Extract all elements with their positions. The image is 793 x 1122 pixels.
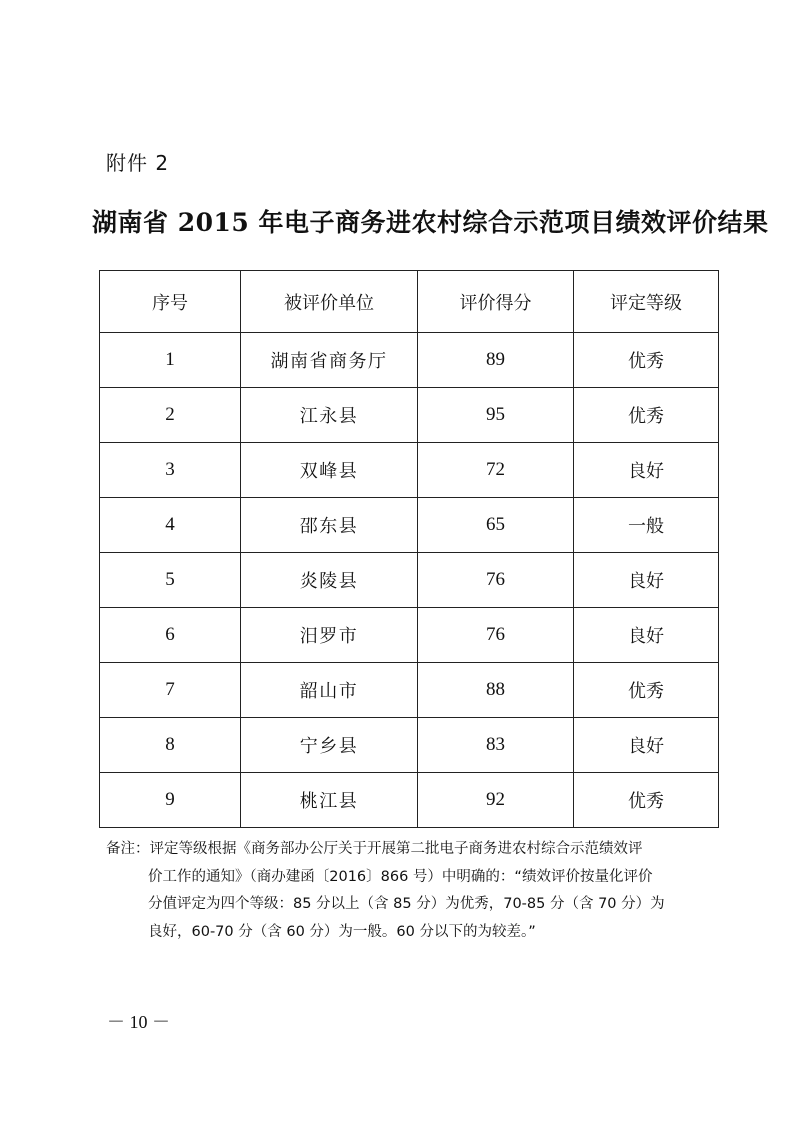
remarks-line: 备注：评定等级根据《商务部办公厅关于开展第二批电子商务进农村综合示范绩效评	[106, 841, 643, 857]
table-body	[100, 333, 719, 828]
cell-score: 65	[418, 498, 574, 553]
results-table	[99, 270, 719, 828]
cell-score: 83	[418, 718, 574, 773]
attachment-label: 附件 2	[106, 151, 170, 175]
cell-unit: 炎陵县	[241, 553, 418, 608]
cell-score: 95	[418, 388, 574, 443]
cell-unit: 汨罗市	[241, 608, 418, 663]
header-unit: 被评价单位	[241, 271, 418, 333]
cell-unit: 邵东县	[241, 498, 418, 553]
cell-unit: 韶山市	[241, 663, 418, 718]
cell-index: 7	[100, 663, 241, 718]
cell-score: 72	[418, 443, 574, 498]
table-row	[100, 443, 719, 498]
cell-grade: 一般	[574, 498, 719, 553]
cell-grade: 优秀	[574, 333, 719, 388]
cell-grade: 良好	[574, 553, 719, 608]
cell-unit: 湖南省商务厅	[241, 333, 418, 388]
cell-score: 89	[418, 333, 574, 388]
table-header	[100, 271, 719, 333]
cell-unit: 宁乡县	[241, 718, 418, 773]
cell-grade: 优秀	[574, 663, 719, 718]
cell-grade: 良好	[574, 608, 719, 663]
table-row	[100, 773, 719, 828]
cell-score: 88	[418, 663, 574, 718]
remarks-line: 良好，60-70 分（含 60 分）为一般。60 分以下的为较差。”	[148, 923, 536, 940]
remarks-line: 分值评定为四个等级：85 分以上（含 85 分）为优秀，70-85 分（含 70 分）为	[148, 896, 665, 912]
cell-index: 2	[100, 388, 241, 443]
cell-grade: 良好	[574, 443, 719, 498]
cell-index: 8	[100, 718, 241, 773]
cell-index: 6	[100, 608, 241, 663]
cell-index: 5	[100, 553, 241, 608]
table-row	[100, 333, 719, 388]
cell-grade: 优秀	[574, 388, 719, 443]
cell-index: 9	[100, 773, 241, 828]
cell-unit: 双峰县	[241, 443, 418, 498]
table-row	[100, 608, 719, 663]
cell-index: 4	[100, 498, 241, 553]
header-score: 评价得分	[418, 271, 574, 333]
header-index: 序号	[100, 271, 241, 333]
document-title: 湖南省 2015 年电子商务进农村综合示范项目绩效评价结果	[92, 208, 769, 237]
page-number: － 10 －	[107, 1012, 170, 1032]
cell-score: 92	[418, 773, 574, 828]
cell-grade: 优秀	[574, 773, 719, 828]
table-row	[100, 718, 719, 773]
table-row	[100, 663, 719, 718]
cell-unit: 桃江县	[241, 773, 418, 828]
cell-score: 76	[418, 608, 574, 663]
remarks-line: 价工作的通知》（商办建函〔2016〕866 号）中明确的：“绩效评价按量化评价	[148, 868, 653, 885]
header-grade: 评定等级	[574, 271, 719, 333]
cell-index: 1	[100, 333, 241, 388]
remarks-note	[106, 836, 706, 946]
table-row	[100, 553, 719, 608]
cell-unit: 江永县	[241, 388, 418, 443]
cell-score: 76	[418, 553, 574, 608]
cell-index: 3	[100, 443, 241, 498]
table-row	[100, 388, 719, 443]
cell-grade: 良好	[574, 718, 719, 773]
table-header-row	[100, 271, 719, 333]
table-row	[100, 498, 719, 553]
